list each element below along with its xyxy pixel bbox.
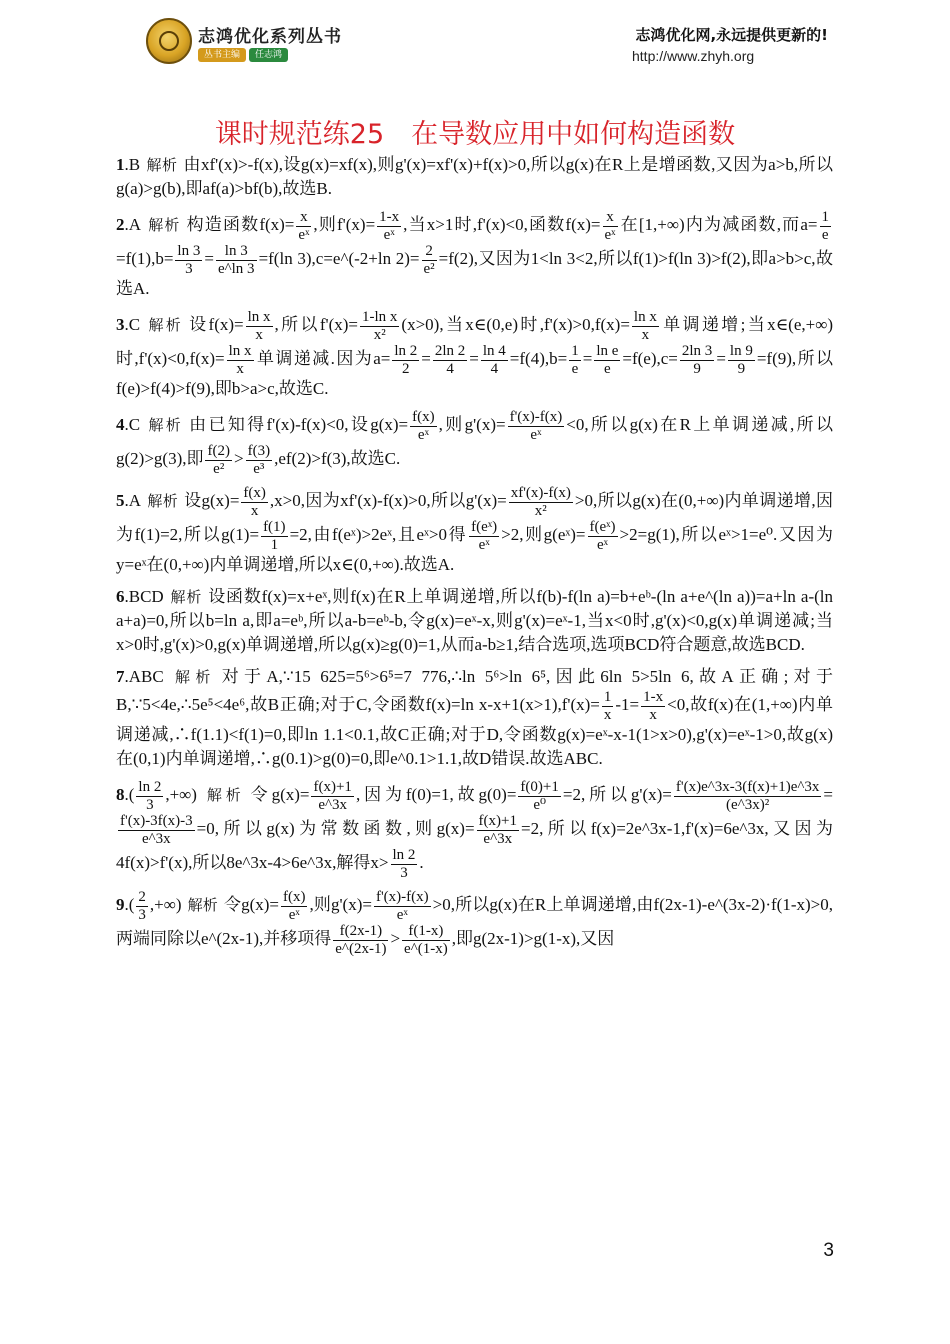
fraction: $\frac{1}{e}$ (821, 209, 829, 243)
page-title: 课时规范练25 在导数应用中如何构造函数 (214, 119, 736, 150)
fraction: $\frac{xf'(x)-f(x)}{\text{x²}}$ (510, 485, 571, 519)
solution-item: 4.C 解析 由已知得f'(x)-f(x)<0,设g(x)= $\frac{f(x)}{\text{eˣ}}$ ,则g'(x)= $\frac{f'(x)-f(x)}{\text{eˣ}}$ <0,所以g(x)在R上单调递减,所以g(2)>g(3),即 $\frac{f(2)}{\text{e²}}$ > $\frac{f(3)}{\text{e³}}$ ,ef(2)>f(3),故选C. (116, 409, 833, 477)
fraction: $\frac{\text{f(eˣ)}}{\text{eˣ}}$ (589, 519, 616, 553)
analysis-keyword: 解析 (169, 668, 216, 686)
fraction: $\frac{1}{x}$ (603, 689, 612, 723)
fraction: $\frac{2}{\text{e²}}$ (423, 243, 435, 277)
fraction: $\frac{\ln 2}{2}$ (394, 343, 418, 377)
publisher-logo-icon (146, 18, 192, 64)
item-number: 4 (116, 414, 125, 434)
fraction: $\frac{f(2)}{\text{e²}}$ (207, 443, 230, 477)
fraction: $\frac{f(x)}{\text{eˣ}}$ (282, 889, 306, 923)
item-answer: .ABC (124, 667, 164, 686)
fraction: $\frac{\text{ln x}}{x}$ (247, 309, 271, 343)
solutions-body (116, 153, 833, 965)
item-answer: .A (124, 490, 142, 510)
solution-item: 7.ABC 解析 对于A,∵15 625=5⁶>6⁵=7 776,∴ln 5⁶>ln 6⁵,因此6ln 5>5ln 6,故A正确;对于B,∵5<4e,∴5e⁵<4e⁶,故B正确;对于C,令函数f(x)=ln x-x+1(x>1),f'(x)= $\frac{1}{x}$ -1= $\frac{1-x}{x}$ <0,故f(x)在(1,+∞)内单调递减,∴f(1.1)<f(1)=0,即ln 1.1<0.1,故C正确;对于D,令函数g(x)=eˣ-x-1(1>x>0),g'(x)=eˣ-1>0,故g(x)在(0,1)内单调递增,∴g(0.1)>g(0)=0,即e^0.1>1.1,故D错误.故选ABC. (116, 667, 833, 768)
item-answer: .A (124, 214, 142, 234)
fraction: $\frac{f(2x-1)}{e\^{}(2x-1)}$ (335, 923, 387, 957)
fraction: $\frac{f(3)}{\text{e³}}$ (247, 443, 271, 477)
solution-item: 9.( $\frac{2}{3}$ ,+∞) 解析 令g(x)= $\frac{f(x)}{\text{eˣ}}$ ,则g'(x)= $\frac{f'(x)-f(x)}{\text{eˣ}}$ >0,所以g(x)在R上单调递增,由f(2x-1)-e^(3x-2)·f(1-x)>0,两端同除以e^(2x-1),并移项得 $\frac{f(2x-1)}{e\^{}(2x-1)}$ > $\frac{f(1-x)}{e\^{}(1-x)}$ ,即g(2x-1)>g(1-x),又因 (116, 889, 833, 957)
editor-tag-label: 丛书主编 (198, 48, 246, 62)
fraction: $\frac{\ln 9}{9}$ (729, 343, 753, 377)
fraction: $\frac{\text{ln x}}{x}$ (228, 343, 252, 377)
fraction: $\frac{\text{ln x}}{x}$ (633, 309, 657, 343)
fraction: $\frac{f(x)+1}{e\^{}3x}$ (478, 813, 517, 847)
fraction: $\frac{\ln 3}{3}$ (177, 243, 201, 277)
solution-item: 3.C 解析 设f(x)= $\frac{\text{ln x}}{x}$ ,所以f'(x)= $\frac{\text{1-ln x}}{\text{x²}}$ (x>0),当x∈(0,e)时,f'(x)>0,f(x)= $\frac{\text{ln x}}{x}$ 单调递增;当x∈(e,+∞)时,f'(x)<0,f(x)= $\frac{\text{ln x}}{x}$ 单调递减.因为a= $\frac{\ln 2}{2}$ = $\frac{2\ln 2}{4}$ = $\frac{\ln 4}{4}$ =f(4),b= $\frac{1}{e}$ = $\frac{\text{ln e}}{e}$ =f(e),c= $\frac{2\ln 3}{9}$ = $\frac{\ln 9}{9}$ =f(9),所以f(e)>f(4)>f(9),即b>a>c,故选C. (116, 309, 833, 398)
series-name: 志鸿优化系列丛书 (198, 27, 342, 47)
solution-item: 5.A 解析 设g(x)= $\frac{f(x)}{x}$ ,x>0,因为xf'(x)-f(x)>0,所以g'(x)= $\frac{xf'(x)-f(x)}{\text{x²}}$ >0,所以g(x)在(0,+∞)内单调递增,因为f(1)=2,所以g(1)= $\frac{f(1)}{1}$ =2,由f(eˣ)>2eˣ,且eˣ>0得 $\frac{\text{f(eˣ)}}{\text{eˣ}}$ >2,则g(eˣ)= $\frac{\text{f(eˣ)}}{\text{eˣ}}$ >2=g(1),所以eˣ>1=e⁰.又因为y=eˣ在(0,+∞)内单调递增,所以x∈(0,+∞).故选A. (116, 485, 833, 574)
answer-fraction: $\frac{\ln 2}{3}$ (138, 779, 162, 813)
page-header (0, 18, 950, 78)
fraction: $\frac{f(0)+1}{\text{e⁰}}$ (520, 779, 559, 813)
item-answer: .BCD (124, 587, 164, 606)
analysis-keyword: 解析 (187, 895, 218, 914)
analysis-keyword: 解析 (146, 415, 184, 434)
item-answer: .C (124, 314, 141, 334)
fraction: $\frac{2\ln 2}{4}$ (434, 343, 466, 377)
fraction: $\frac{f(1-x)}{e\^{}(1-x)}$ (404, 923, 448, 957)
analysis-keyword: 解析 (169, 588, 203, 606)
analysis-keyword: 解析 (146, 315, 184, 334)
item-answer: .B (124, 155, 141, 174)
solution-item (116, 585, 833, 657)
fraction: $\frac{2\ln 3}{9}$ (681, 343, 713, 377)
fraction: $\frac{\text{1-ln x}}{\text{x²}}$ (362, 309, 398, 343)
fraction: $\frac{f'(x)-3f(x)-3}{e\^{}3x}$ (120, 813, 193, 847)
fraction: $\frac{x}{\text{eˣ}}$ (298, 209, 310, 243)
fraction: $\frac{\ln 3}{e\^{}\ln 3}$ (217, 243, 255, 277)
analysis-keyword: 解析 (147, 215, 181, 234)
item-text: 由xf'(x)>-f(x),设g(x)=xf(x),则g'(x)=xf'(x)+f(x)>0,所以g(x)在R上是增函数,又因为a>b,所以g(a)>g(b),即af(a)>bf(b),故选B. (116, 155, 833, 198)
answer-fraction: $\frac{2}{3}$ (138, 889, 146, 923)
item-number: 1 (116, 155, 125, 174)
fraction: $\frac{f(x)+1}{e\^{}3x}$ (313, 779, 352, 813)
fraction: $\frac{1-x}{x}$ (643, 689, 664, 723)
analysis-keyword: 解析 (202, 785, 245, 804)
analysis-keyword: 解析 (147, 491, 179, 510)
analysis-keyword: 解析 (146, 156, 178, 174)
editor-name: 任志鸿 (249, 48, 288, 62)
item-answer: .C (124, 414, 141, 434)
item-number: 7 (116, 667, 125, 686)
fraction: $\frac{f(1)}{1}$ (263, 519, 286, 553)
fraction: $\frac{1}{e}$ (571, 343, 579, 377)
fraction: $\frac{\text{ln e}}{e}$ (596, 343, 619, 377)
item-number: 3 (116, 314, 125, 334)
fraction: $\frac{1-x}{\text{eˣ}}$ (379, 209, 400, 243)
fraction: $\frac{f(x)}{x}$ (243, 485, 266, 519)
fraction: $\frac{f'(x)e\^{}3x-3(f(x)+1)e\^{}3x}{\text{(e\textasciicircum{}3x)²}}$ (675, 779, 820, 813)
site-url[interactable]: http://www.zhyh.org (632, 48, 755, 64)
solution-item: 2.A 解析 构造函数f(x)= $\frac{x}{\text{eˣ}}$ ,则f'(x)= $\frac{1-x}{\text{eˣ}}$ ,当x>1时,f'(x)<0,函数f(x)= $\frac{x}{\text{eˣ}}$ 在[1,+∞)内为减函数,而a= $\frac{1}{e}$ =f(1),b= $\frac{\ln 3}{3}$ = $\frac{\ln 3}{e\^{}\ln 3}$ =f(ln 3),c=e^(-2+ln 2)= $\frac{2}{\text{e²}}$ =f(2),又因为1<ln 3<2,所以f(1)>f(ln 3)>f(2),即a>b>c,故选A. (116, 209, 833, 298)
fraction: $\frac{\ln 4}{4}$ (482, 343, 506, 377)
site-slogan: 志鸿优化网,永远提供更新的! (635, 26, 828, 44)
fraction: $\frac{x}{\text{eˣ}}$ (604, 209, 616, 243)
item-text: 构造函数f(x)= (186, 214, 295, 234)
item-number: 9 (116, 894, 125, 914)
fraction: $\frac{\ln 2}{3}$ (392, 847, 416, 881)
fraction: $\frac{f'(x)-f(x)}{\text{eˣ}}$ (509, 409, 563, 443)
solution-item: 8.( $\frac{\ln 2}{3}$ ,+∞) 解析 令g(x)= $\frac{f(x)+1}{e\^{}3x}$ ,因为f(0)=1,故g(0)= $\frac{f(0)+1}{\text{e⁰}}$ =2,所以g'(x)= $\frac{f'(x)e\^{}3x-3(f(x)+1)e\^{}3x}{\text{(e\textasciicircum{}3x)²}}$ = $\frac{f'(x)-3f(x)-3}{e\^{}3x}$ =0,所以g(x)为常数函数,则g(x)= $\frac{f(x)+1}{e\^{}3x}$ =2,所以f(x)=2e^3x-1,f'(x)=6e^3x,又因为4f(x)>f'(x),所以8e^3x-4>6e^3x,解得x> $\frac{\ln 2}{3}$ . (116, 779, 833, 881)
page-number: 3 (823, 1240, 834, 1261)
item-number: 2 (116, 214, 125, 234)
editor-tag (198, 48, 288, 62)
item-text: 设函数f(x)=x+eˣ,则f(x)在R上单调递增,所以f(b)-f(ln a)=b+eᵇ-(ln a+e^(ln a))=a+ln a-(ln a+a)=0,所以b=ln a,即a=eᵇ,所以a-b=eᵇ-b,令g(x)=eˣ-x,则g'(x)=eˣ-1,当x<0时,g'(x)<0,g(x)单调递减;当x>0时,g'(x)>0,g(x)单调递增,所以g(x)≥g(0)=1,从而a-b≥1,结合选项,选项BCD符合题意,故选BCD. (116, 587, 833, 654)
item-number: 6 (116, 587, 125, 606)
fraction: $\frac{f'(x)-f(x)}{\text{eˣ}}$ (375, 889, 429, 923)
fraction: $\frac{f(x)}{\text{eˣ}}$ (412, 409, 435, 443)
solution-item (116, 153, 833, 201)
item-number: 5 (116, 490, 125, 510)
item-number: 8 (116, 784, 125, 804)
fraction: $\frac{\text{f(eˣ)}}{\text{eˣ}}$ (471, 519, 498, 553)
